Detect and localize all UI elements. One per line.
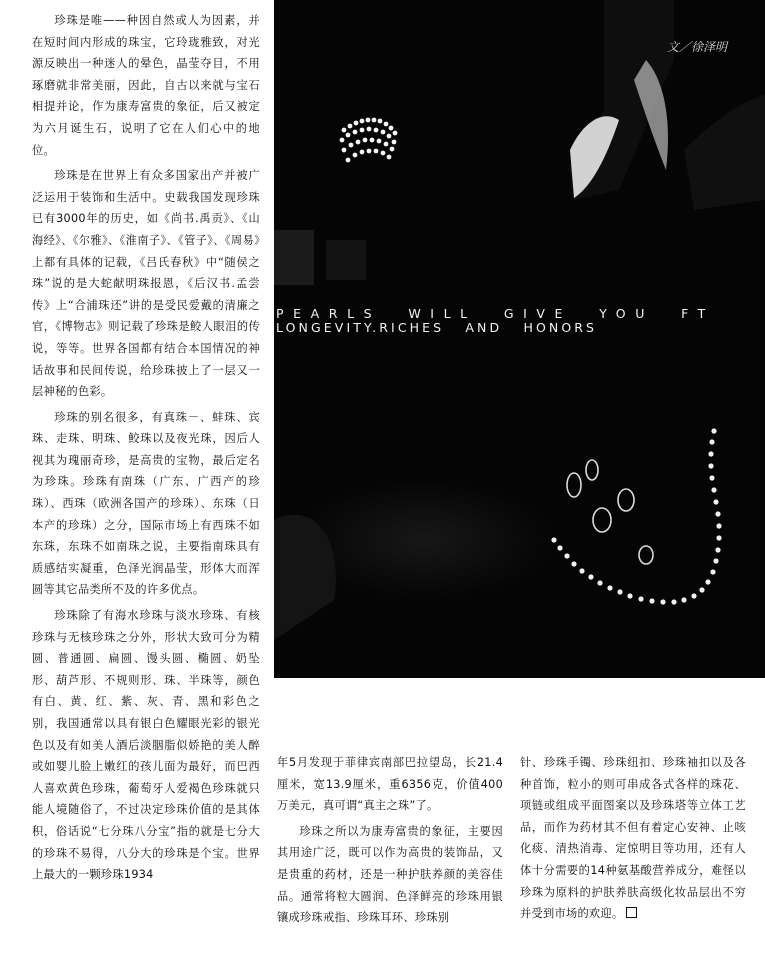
tagline-line-2: LONGEVITY.RICHES AND HONORS (276, 320, 598, 335)
pearl-strand (551, 428, 721, 604)
author-byline: 文／徐泽明 (666, 40, 727, 54)
paragraph-medicine-wrapper (520, 752, 746, 925)
paragraph-history: 珍珠是在世界上有众多国家出产并被广泛运用于装饰和生活中。史载我国发现珍珠已有3000年的历史，如《尚书.禹贡》、《山海经》、《尔雅》、《淮南子》、《管子》、《周易》上都有具体的记载，《吕氏春秋》中“随侯之珠”说的是大蛇献明珠报恩，《后汉书.孟尝传》上“合浦珠还”讲的是受民爱戴的清廉之官，《博物志》则记载了珍珠是鲛人眼泪的传说，等等。世界各国都有结合本国情况的神话故事和民间传说，给珍珠披上了一层又一层神秘的色彩。 (32, 169, 260, 399)
paragraph-intro: 珍珠是唯——种因自然或人为因素，并在短时间内形成的珠宝，它玲珑雅致，对光源反映出一种迷人的晕色，晶莹夺目，不用琢磨就非常美丽，因此，自古以来就与宝石相提并论，作为康寿富贵的象征，后又被定为六月诞生石，说明了它在人们心中的地位。 (32, 14, 260, 157)
paragraph-uses: 珍珠之所以为康寿富贵的象征，主要因其用途广泛，既可以作为高贵的装饰品，又是贵重的药材，还是一种护肤养颜的美容佳品。通常将粒大圆润、色泽鲜亮的珍珠用银镶成珍珠戒指、珍珠耳环、珍珠别 (277, 824, 503, 925)
pearl-jewelry-photo (274, 0, 765, 678)
paragraph-medicine: 针、珍珠手镯、珍珠纽扣、珍珠袖扣以及各种首饰，粒小的则可串成各式各样的珠花、项链或组成平面图案以及珍珠塔等立体工艺品，而作为药材其不但有着定心安神、止咳化痰、清热消毒、定惊明目等功用，还有人体十分需要的14种氨基酸营养成分，难怪以珍珠为原料的护肤养肤高级化妆品层出不穷并受到市场的欢迎。 (520, 756, 746, 921)
paragraph-types: 珍珠除了有海水珍珠与淡水珍珠、有核珍珠与无核珍珠之分外，形状大致可分为精圆、普通圆、扁圆、馒头圆、椭圆、奶坠形、葫芦形、不规则形、珠、半珠等，颜色有白、黄、红、紫、灰、青、黑和彩色之别，我国通常以具有银白色耀眼光彩的银光色以及有如美人酒后淡胭脂似娇艳的美人醉或如婴儿脸上嫩红的孩儿面为最好，而巴西人喜欢黄色珍珠，葡萄牙人爱褐色珍珠就只能人境随俗了，不过决定珍珠价值的是其体积，俗话说“七分珠八分宝”指的就是七分大的珍珠不易得，八分大的珍珠是个宝。世界上最大的一颗珍珠1934 (32, 609, 260, 882)
tagline-line-1: PEARLS WILL GIVE YOU FT (276, 306, 715, 321)
paragraph-names: 珍珠的别名很多，有真珠－、蚌珠、宾珠、走珠、明珠、鲛珠以及夜光珠，因后人视其为瑰丽奇珍，是高贵的宝物，最后定名为珍珠。珍珠有南珠（广东、广西产的珍珠）、西珠（欧洲各国产的珍珠）、东珠（日本产的珍珠）之分，国际市场上有西珠不如东珠，东珠不如南珠之说，主要指南珠具有质感结实凝重，色泽光润晶莹，形体大而浑圆等其它品类所不及的许多优点。 (32, 410, 260, 597)
necklace-pearls (340, 118, 398, 163)
pearl-earrings (567, 460, 653, 564)
photo-illustration (274, 0, 765, 678)
left-text-column (32, 10, 260, 890)
paragraph-largest-pearl: 年5月发现于菲律宾南部巴拉望岛，长21.4厘米，宽13.9厘米，重6356克，价值400万美元，真可谓“真主之珠”了。 (277, 756, 503, 813)
end-mark-icon (626, 907, 637, 918)
right-text-column (520, 752, 746, 929)
middle-text-column (277, 752, 503, 933)
